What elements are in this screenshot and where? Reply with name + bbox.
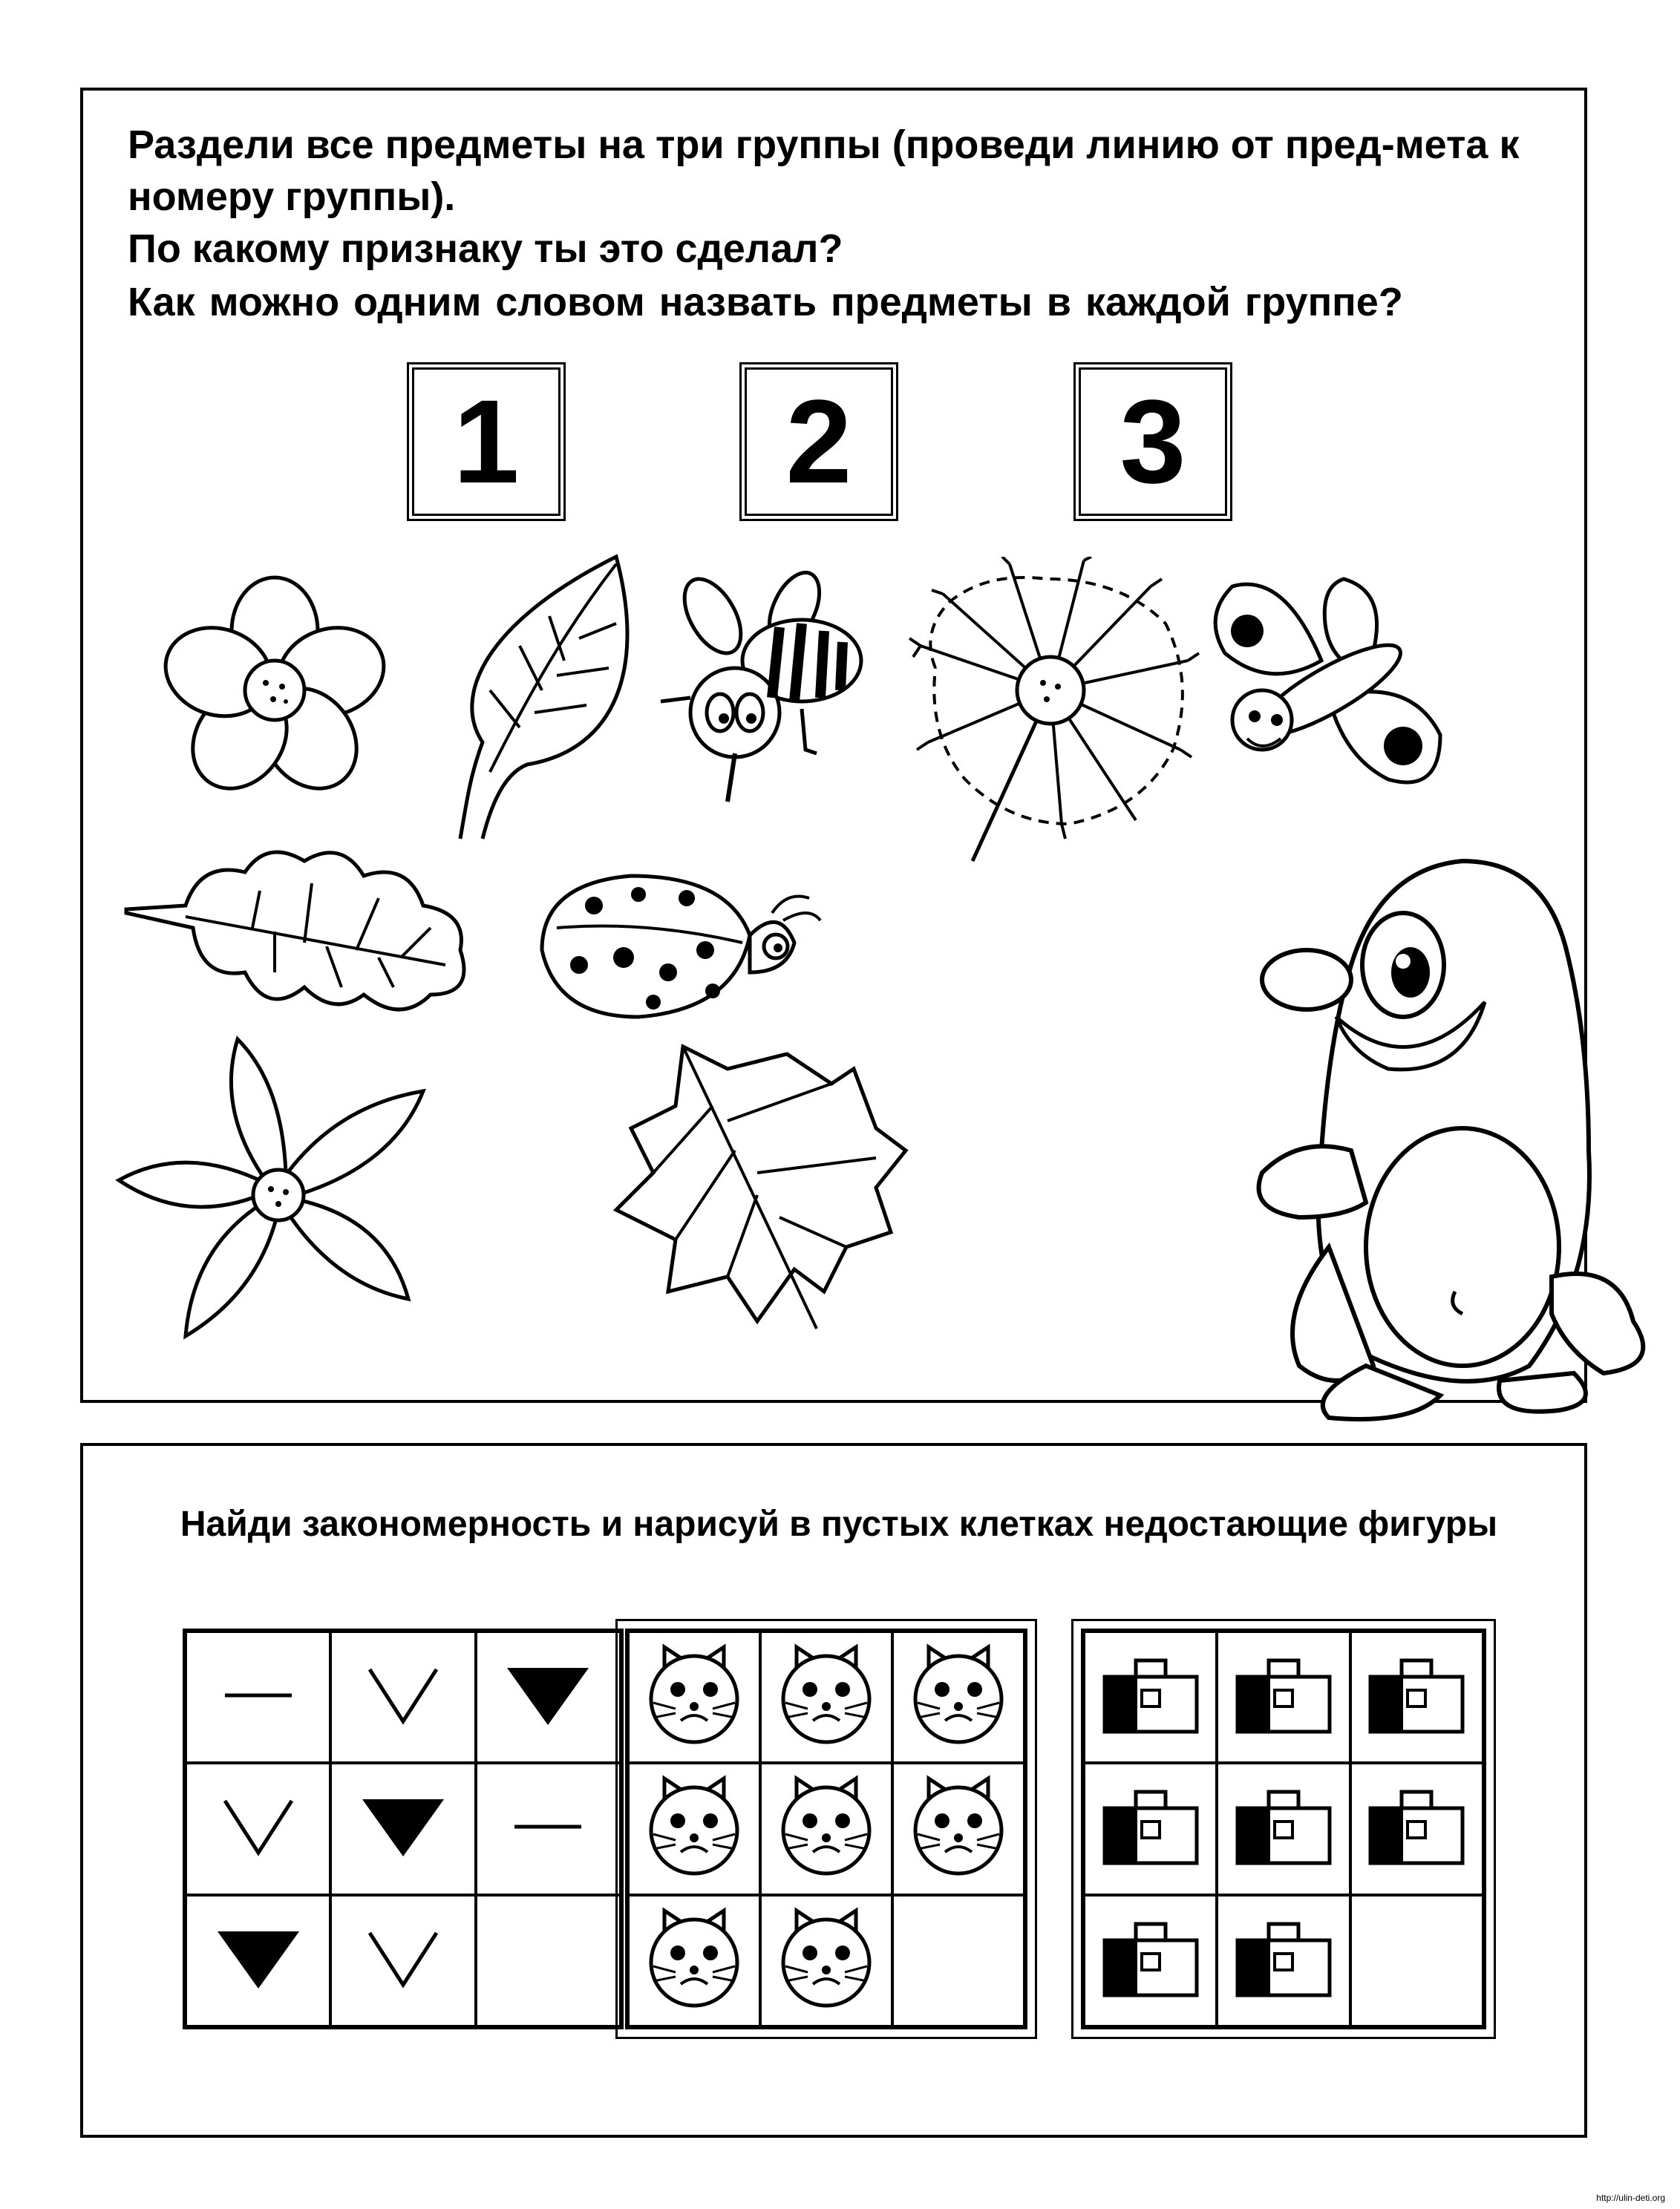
cat-icon [906,1775,1010,1882]
dash-icon [218,1681,299,1714]
grid-cell [1217,1895,1350,2026]
task1-instruction: Раздели все предметы на три группы (проведи линию от пред-мета к номеру группы). [128,122,1520,219]
triangle-icon [359,1793,448,1864]
case-icon [1232,1918,1336,2003]
watermark: http://ulin-deti.org [1596,2193,1665,2203]
cat-icon [642,1643,746,1751]
check-icon [218,1793,299,1864]
cat-icon [642,1907,746,2015]
grid-cell [1217,1632,1350,1763]
cat-icon [774,1643,878,1751]
grid-cell [1084,1763,1217,1894]
grid-cell [628,1632,760,1763]
grid-cell [1350,1763,1483,1894]
grid-cell [1084,1895,1217,2026]
dandelion-picture[interactable] [898,557,1203,868]
cat-icon [774,1775,878,1882]
grid-cell [892,1763,1024,1894]
grid-cell [628,1763,760,1894]
group-box-3[interactable]: 3 [1073,362,1232,521]
butterfly-picture[interactable] [1203,572,1455,809]
pattern-grid-cases [1081,1629,1486,2029]
grid-cell [330,1895,475,2026]
group-box-2[interactable]: 2 [739,362,898,521]
case-icon [1364,1655,1468,1740]
triangle-icon [214,1925,303,1996]
grid-cell [476,1632,621,1763]
grid-cell [1084,1632,1217,1763]
ladybug-picture[interactable] [527,861,824,1032]
case-icon [1232,1786,1336,1871]
grid-cell [186,1895,330,2026]
case-icon [1099,1655,1203,1740]
cat-icon [906,1643,1010,1751]
grid-cell [760,1763,892,1894]
empty-cell[interactable] [892,1895,1024,2026]
pattern-grid-cats [625,1629,1027,2029]
task1-question-word: Как можно одним словом назвать предметы в каждой группе? [128,280,1403,324]
grid-cell [760,1895,892,2026]
empty-cell[interactable] [476,1895,621,2026]
task1-question-criterion: По какому признаку ты это сделал? [128,226,843,271]
grid-cell [1350,1632,1483,1763]
grid-cell [186,1632,330,1763]
group-box-1[interactable]: 1 [407,362,566,521]
case-icon [1099,1786,1203,1871]
check-icon [362,1662,444,1732]
grid-cell [892,1632,1024,1763]
star-flower-picture[interactable] [111,1024,438,1344]
mole-mascot-picture [1217,831,1678,1425]
cat-icon [774,1907,878,2015]
grid-cell [628,1895,760,2026]
check-icon [362,1925,444,1996]
grid-cell [760,1632,892,1763]
flower-picture[interactable] [141,564,408,816]
leaf-picture[interactable] [438,549,646,846]
case-icon [1099,1918,1203,2003]
empty-cell[interactable] [1350,1895,1483,2026]
grid-cell [330,1763,475,1894]
case-icon [1232,1655,1336,1740]
triangle-icon [503,1662,592,1732]
oak-leaf-picture[interactable] [119,831,483,1024]
task2-instruction: Найди закономерность и нарисуй в пустых клетках недостающие фигуры [180,1505,1498,1544]
grid-cell [1217,1763,1350,1894]
dash-icon [507,1812,589,1845]
grid-cell [186,1763,330,1894]
bee-picture[interactable] [646,564,883,816]
cat-icon [642,1775,746,1882]
maple-leaf-picture[interactable] [609,1039,913,1336]
pattern-grid-shapes [183,1629,624,2029]
grid-cell [476,1763,621,1894]
grid-cell [330,1632,475,1763]
case-icon [1364,1786,1468,1871]
